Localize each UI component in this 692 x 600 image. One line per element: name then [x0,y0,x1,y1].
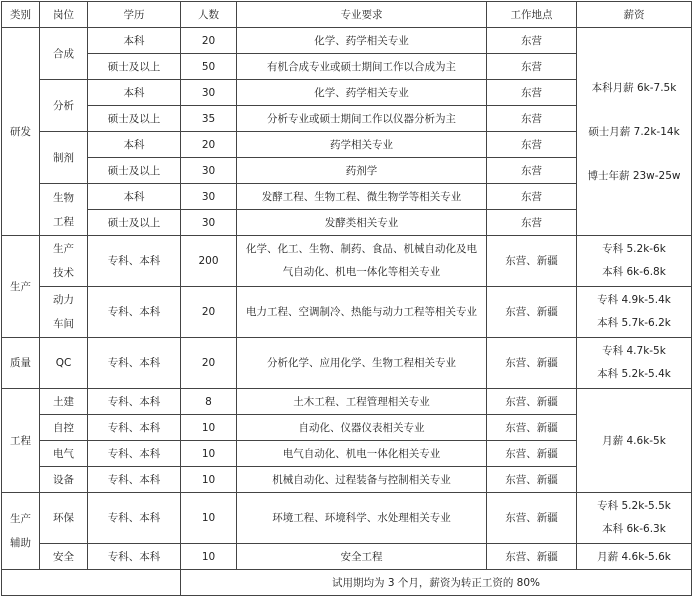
table-row [2,28,692,54]
education-cell: 专科、本科 [88,467,181,493]
education-cell: 硕士及以上 [88,210,181,236]
header-location: 工作地点 [487,2,577,28]
education-cell: 专科、本科 [88,338,181,389]
salary-line: 本科 5.2k-5.4k [597,368,671,380]
category-rnd: 研发 [2,28,40,236]
salary-line: 本科 6k-6.3k [602,523,666,535]
post-cell: 环保 [40,493,88,544]
education-cell: 专科、本科 [88,493,181,544]
requirement-cell: 分析化学、应用化学、生物工程相关专业 [237,338,487,389]
post-cell: 自控 [40,415,88,441]
location-cell: 东营 [487,158,577,184]
location-cell: 东营、新疆 [487,389,577,415]
count-cell: 30 [181,80,237,106]
post-cell: 设备 [40,467,88,493]
location-cell: 东营 [487,132,577,158]
salary-line: 专科 4.7k-5k [602,345,666,357]
count-cell: 50 [181,54,237,80]
count-cell: 30 [181,184,237,210]
recruitment-table [1,1,692,596]
table-row [2,236,692,287]
location-cell: 东营、新疆 [487,236,577,287]
salary-cell: 月薪 4.6k-5.6k [577,544,692,570]
count-cell: 20 [181,28,237,54]
table-row [2,493,692,544]
requirement-cell: 化学、药学相关专业 [237,80,487,106]
requirement-cell: 药剂学 [237,158,487,184]
location-cell: 东营、新疆 [487,338,577,389]
footer-blank [2,570,181,596]
location-cell: 东营 [487,210,577,236]
category-engineering: 工程 [2,389,40,493]
post-shengwu: 生物工程 [40,184,88,236]
header-count: 人数 [181,2,237,28]
count-cell: 10 [181,467,237,493]
location-cell: 东营、新疆 [487,544,577,570]
requirement-cell: 机械自动化、过程装备与控制相关专业 [237,467,487,493]
education-cell: 专科、本科 [88,236,181,287]
requirement-cell: 化学、药学相关专业 [237,28,487,54]
requirement-cell: 电力工程、空调制冷、热能与动力工程等相关专业 [237,287,487,338]
education-cell: 硕士及以上 [88,158,181,184]
education-cell: 硕士及以上 [88,106,181,132]
post-hecheng: 合成 [40,28,88,80]
header-post: 岗位 [40,2,88,28]
category-aux: 生产辅助 [2,493,40,570]
table-row [2,544,692,570]
header-category: 类别 [2,2,40,28]
count-cell: 35 [181,106,237,132]
requirement-cell: 土木工程、工程管理相关专业 [237,389,487,415]
salary-line: 本科 6k-6.8k [602,266,666,278]
requirement-cell: 发酵类相关专业 [237,210,487,236]
salary-line: 专科 5.2k-6k [602,243,666,255]
post-cell: QC [40,338,88,389]
count-cell: 20 [181,132,237,158]
post-zhiji: 制剂 [40,132,88,184]
post-cell: 生产技术 [40,236,88,287]
header-requirement: 专业要求 [237,2,487,28]
education-cell: 专科、本科 [88,544,181,570]
education-cell: 专科、本科 [88,441,181,467]
requirement-cell: 安全工程 [237,544,487,570]
location-cell: 东营 [487,28,577,54]
footer-note: 试用期均为 3 个月，薪资为转正工资的 80% [181,570,692,596]
salary-cell [577,338,692,389]
table-row [2,338,692,389]
location-cell: 东营、新疆 [487,441,577,467]
requirement-cell: 分析专业或硕士期间工作以仪器分析为主 [237,106,487,132]
count-cell: 10 [181,415,237,441]
education-cell: 本科 [88,28,181,54]
requirement-cell: 发酵工程、生物工程、微生物学等相关专业 [237,184,487,210]
salary-rnd-bachelor: 本科月薪 6k-7.5k [591,81,677,94]
salary-engineering: 月薪 4.6k-5k [577,389,692,493]
location-cell: 东营、新疆 [487,467,577,493]
requirement-cell: 自动化、仪器仪表相关专业 [237,415,487,441]
education-cell: 本科 [88,132,181,158]
location-cell: 东营 [487,106,577,132]
table-row [2,389,692,415]
count-cell: 20 [181,287,237,338]
category-quality: 质量 [2,338,40,389]
salary-cell [577,493,692,544]
header-education: 学历 [88,2,181,28]
salary-line: 本科 5.7k-6.2k [597,317,671,329]
salary-rnd-phd: 博士年薪 23w-25w [587,169,681,182]
education-cell: 专科、本科 [88,415,181,441]
count-cell: 30 [181,210,237,236]
location-cell: 东营 [487,80,577,106]
salary-rnd-master: 硕士月薪 7.2k-14k [588,125,680,138]
count-cell: 10 [181,493,237,544]
salary-line: 专科 4.9k-5.4k [597,294,671,306]
requirement-cell: 电气自动化、机电一体化相关专业 [237,441,487,467]
post-cell: 电气 [40,441,88,467]
post-fenxi: 分析 [40,80,88,132]
count-cell: 200 [181,236,237,287]
post-cell: 土建 [40,389,88,415]
category-production: 生产 [2,236,40,338]
location-cell: 东营、新疆 [487,415,577,441]
requirement-cell: 有机合成专业或硕士期间工作以合成为主 [237,54,487,80]
location-cell: 东营 [487,54,577,80]
salary-cell [577,236,692,287]
location-cell: 东营、新疆 [487,287,577,338]
education-cell: 专科、本科 [88,389,181,415]
count-cell: 10 [181,544,237,570]
education-cell: 本科 [88,184,181,210]
table-row [2,287,692,338]
location-cell: 东营 [487,184,577,210]
footer-row [2,570,692,596]
post-cell: 动力车间 [40,287,88,338]
education-cell: 专科、本科 [88,287,181,338]
requirement-cell: 环境工程、环境科学、水处理相关专业 [237,493,487,544]
post-cell: 安全 [40,544,88,570]
salary-line: 专科 5.2k-5.5k [597,500,671,512]
salary-rnd [577,28,692,236]
count-cell: 8 [181,389,237,415]
salary-cell [577,287,692,338]
requirement-cell: 化学、化工、生物、制药、食品、机械自动化及电气自动化、机电一体化等相关专业 [237,236,487,287]
count-cell: 20 [181,338,237,389]
header-salary: 薪资 [577,2,692,28]
header-row [2,2,692,28]
count-cell: 10 [181,441,237,467]
education-cell: 硕士及以上 [88,54,181,80]
requirement-cell: 药学相关专业 [237,132,487,158]
location-cell: 东营、新疆 [487,493,577,544]
education-cell: 本科 [88,80,181,106]
count-cell: 30 [181,158,237,184]
